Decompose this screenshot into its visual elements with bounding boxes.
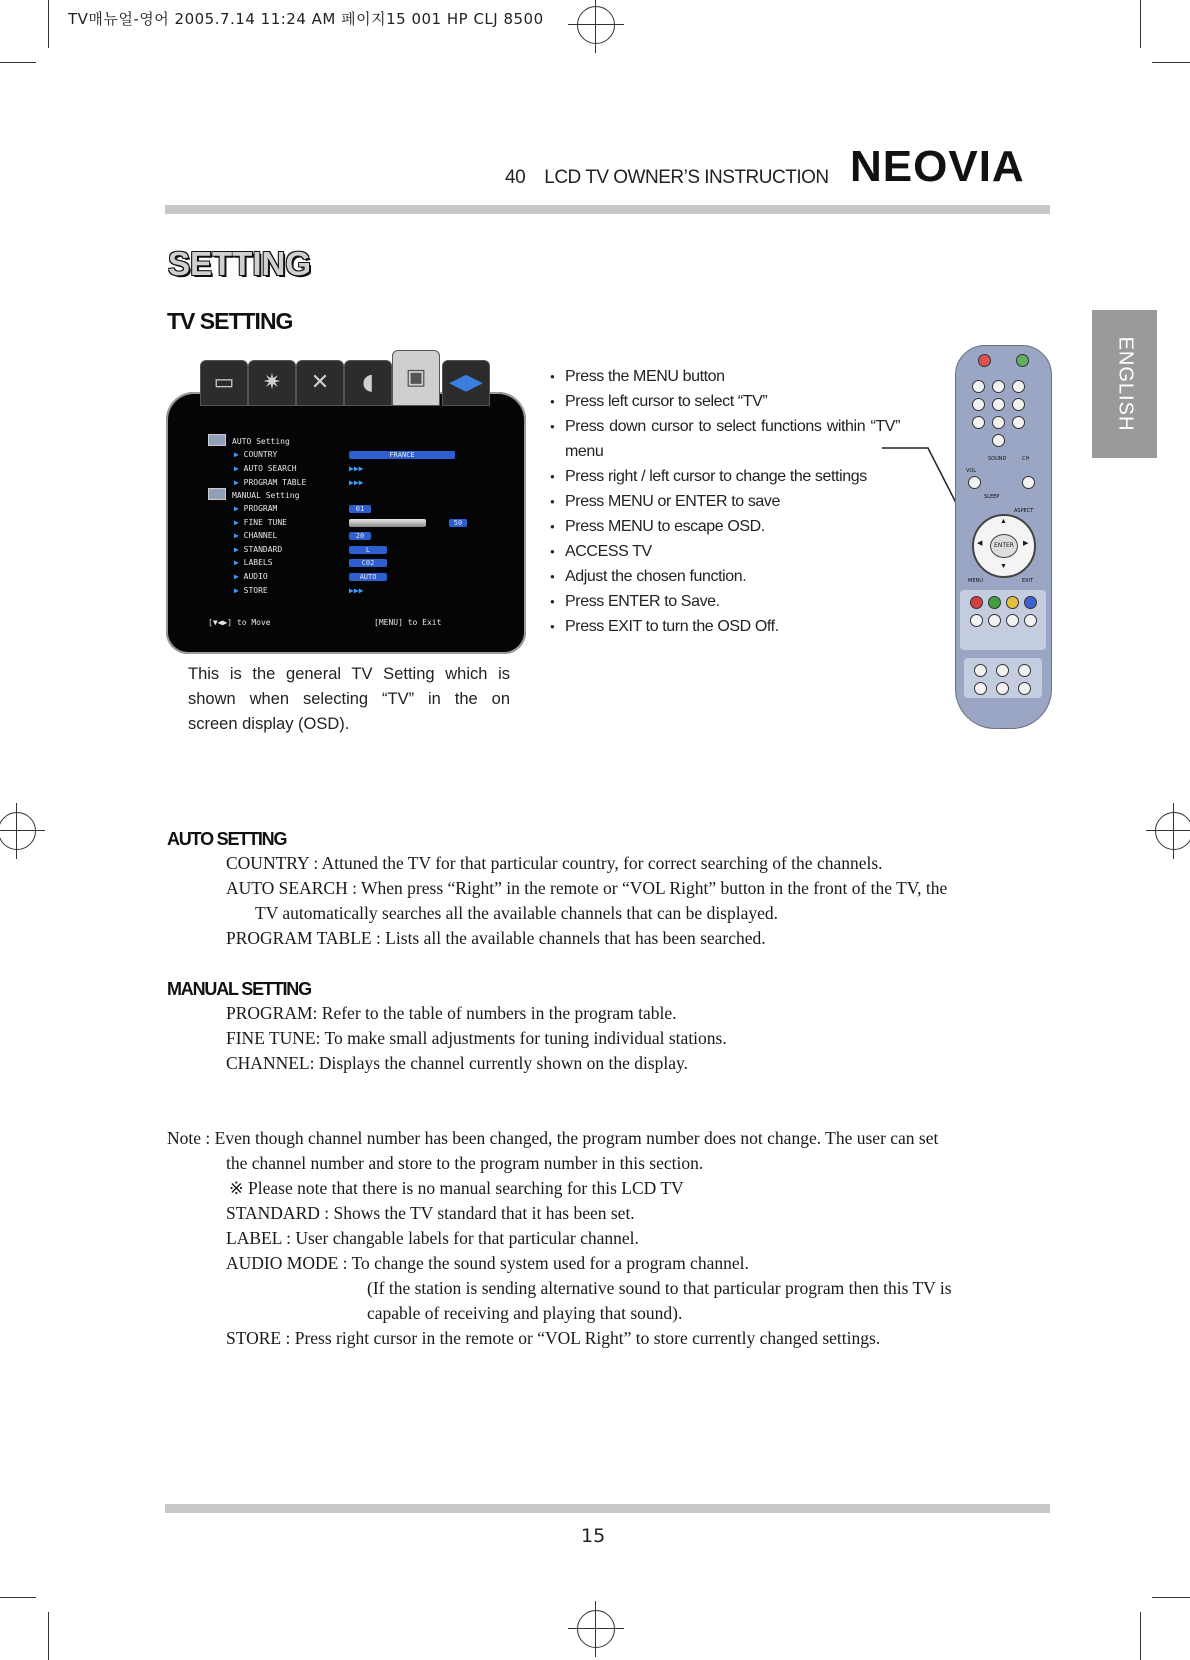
number-button-3 [1012, 380, 1025, 393]
green-button [988, 596, 1001, 609]
step-item: ● Press EXIT to turn the OSD Off. [550, 614, 900, 639]
tv-setting-icon: ▣ [392, 350, 440, 406]
forward-button [1018, 664, 1031, 677]
tv-picture-icon: ▭ [200, 360, 248, 406]
step-item: ● Adjust the chosen function. [550, 564, 900, 589]
osd-value-channel: 20 [349, 532, 371, 540]
caption-line-3: screen display (OSD). [188, 715, 350, 733]
registration-mark-top [577, 6, 615, 44]
osd-value-standard: L [349, 546, 387, 554]
up-arrow-icon: ▲ [1000, 517, 1007, 525]
number-button-2 [992, 380, 1005, 393]
auto-search-text-2: TV automatically searches all the available channels that can be displayed. [255, 903, 779, 923]
caption-line-2: shown when selecting “TV” in the on [188, 690, 510, 708]
enter-button: ENTER [990, 534, 1018, 558]
subsection-title: TV SETTING [167, 308, 293, 334]
pause-button [1018, 682, 1031, 695]
osd-caption [188, 662, 510, 737]
brand-logo: NEOVIA [850, 142, 1025, 191]
function-button-b [988, 614, 1001, 627]
auto-country-text: COUNTRY : Attuned the TV for that particular country, for correct searching of the channels. [226, 853, 883, 873]
osd-row-program: ▶ PROGRAM [234, 504, 278, 513]
osd-row-program-table: ▶ PROGRAM TABLE [234, 478, 307, 487]
header-manual-line [505, 167, 829, 189]
note-label-text: LABEL : User changable labels for that particular channel. [226, 1228, 639, 1248]
note-audio-text-3: capable of receiving and playing that sound). [367, 1303, 683, 1323]
rewind-button [974, 664, 987, 677]
manual-setting-icon [208, 488, 226, 500]
number-button-0 [992, 434, 1005, 447]
osd-row-country: ▶ COUNTRY [234, 450, 278, 459]
osd-tab-row [166, 360, 526, 406]
language-tab [1092, 310, 1157, 458]
note-text-3: ※ Please note that there is no manual searching for this LCD TV [229, 1178, 684, 1198]
auto-search-text-1: AUTO SEARCH : When press “Right” in the remote or “VOL Right” button in the front of the TV, the [226, 878, 948, 898]
osd-fine-tune-bar [349, 519, 426, 527]
osd-value-program: 01 [349, 505, 371, 513]
header-page-label: 40 [505, 167, 526, 188]
osd-row-audio: ▶ AUDIO [234, 572, 268, 581]
manual-setting-heading: MANUAL SETTING [167, 979, 311, 999]
steps-list [550, 364, 900, 639]
right-arrow-icon: ▶ [1023, 539, 1029, 547]
sun-icon: ✷ [248, 360, 296, 406]
step-item: ● Press right / left cursor to change the settings [550, 464, 900, 489]
number-button-4 [972, 398, 985, 411]
left-arrow-icon: ◀ [977, 539, 983, 547]
footer-rule [165, 1504, 1050, 1513]
osd-row-manual-setting: MANUAL Setting [232, 491, 300, 500]
osd-value-audio: AUTO [349, 573, 387, 581]
note-text-1: Note : Even though channel number has been changed, the program number does not change. The user can set [167, 1128, 939, 1148]
page-number: 15 [581, 1525, 606, 1547]
step-item: ● Press MENU to escape OSD. [550, 514, 900, 539]
manual-channel-text: CHANNEL: Displays the channel currently shown on the display. [226, 1053, 689, 1073]
power-icon [978, 354, 991, 367]
down-arrow-icon: ▼ [1000, 562, 1007, 570]
registration-mark-bottom [577, 1610, 615, 1648]
remote-label-menu: MENU [968, 578, 983, 584]
remote-label-exit: EXIT [1022, 578, 1034, 584]
tools-icon: ✕ [296, 360, 344, 406]
osd-value-auto-search: ▶▶▶ [349, 464, 364, 473]
remote-label-ch: CH [1022, 456, 1030, 462]
red-button [970, 596, 983, 609]
play-button [996, 664, 1009, 677]
osd-row-auto-search: ▶ AUTO SEARCH [234, 464, 297, 473]
yellow-button [1006, 596, 1019, 609]
remote-label-vol: VOL [966, 468, 977, 474]
note-text-2: the channel number and store to the program number in this section. [226, 1153, 704, 1173]
osd-row-standard: ▶ STANDARD [234, 545, 283, 554]
osd-value-store: ▶▶▶ [349, 586, 364, 595]
number-button-1 [972, 380, 985, 393]
note-audio-text-2: (If the station is sending alternative sound to that particular program then this TV is [367, 1278, 952, 1298]
manual-program-text: PROGRAM: Refer to the table of numbers in the program table. [226, 1003, 677, 1023]
rec-button [974, 682, 987, 695]
navigation-pad [972, 514, 1036, 578]
step-item: ● ACCESS TV [550, 539, 900, 564]
program-table-text: PROGRAM TABLE : Lists all the available channels that has been searched. [226, 928, 766, 948]
function-button-a [970, 614, 983, 627]
osd-row-fine-tune: ▶ FINE TUNE [234, 518, 287, 527]
number-button-7 [972, 416, 985, 429]
step-item: ● Press the MENU button [550, 364, 900, 389]
registration-mark-right [1155, 812, 1190, 850]
manual-fine-tune-text: FINE TUNE: To make small adjustments for tuning individual stations. [226, 1028, 727, 1048]
header-rule [165, 205, 1050, 214]
step-item: ● Press left cursor to select “TV” [550, 389, 900, 414]
caption-line-1: This is the general TV Setting which is [188, 665, 510, 683]
speaker-icon: ◖ [344, 360, 392, 406]
note-standard-text: STANDARD : Shows the TV standard that it has been set. [226, 1203, 635, 1223]
osd-value-country: FRANCE [349, 451, 455, 459]
step-item: ● Press ENTER to Save. [550, 589, 900, 614]
number-button-9 [1012, 416, 1025, 429]
number-button-6 [1012, 398, 1025, 411]
registration-mark-left [0, 812, 36, 850]
blue-button [1024, 596, 1037, 609]
ch-button [1022, 476, 1035, 489]
osd-footer-exit: [MENU] to Exit [374, 618, 442, 627]
function-button-d [1024, 614, 1037, 627]
note-store-text: STORE : Press right cursor in the remote or “VOL Right” to store currently changed settings. [226, 1328, 881, 1348]
input-icon [1016, 354, 1029, 367]
osd-row-labels: ▶ LABELS [234, 558, 273, 567]
osd-value-labels: C02 [349, 559, 387, 567]
header-manual-title: LCD TV OWNER’S INSTRUCTION [544, 167, 829, 188]
osd-screen [166, 365, 526, 654]
osd-row-channel: ▶ CHANNEL [234, 531, 278, 540]
step-item: ● Press MENU or ENTER to save [550, 489, 900, 514]
section-title: SETTING [168, 245, 312, 282]
osd-value-fine-tune: 50 [449, 519, 467, 527]
number-button-5 [992, 398, 1005, 411]
arrows-icon: ◀▶ [442, 360, 490, 406]
auto-setting-heading: AUTO SETTING [167, 829, 287, 849]
remote-control [955, 345, 1052, 729]
print-slug: TV매뉴얼-영어 2005.7.14 11:24 AM 페이지15 001 HP CLJ 8500 [68, 10, 544, 28]
function-button-c [1006, 614, 1019, 627]
remote-label-sleep: SLEEP [984, 494, 1000, 500]
step-item: ● Press down cursor to select functions within “TV” menu [550, 414, 900, 464]
osd-footer-move: [▼◀▶] to Move [208, 618, 271, 627]
remote-label-aspect: ASPECT [1014, 508, 1034, 514]
osd-row-auto-setting: AUTO Setting [232, 437, 290, 446]
note-audio-text-1: AUDIO MODE : To change the sound system used for a program channel. [226, 1253, 749, 1273]
number-button-8 [992, 416, 1005, 429]
remote-label-sound: SOUND [988, 456, 1007, 462]
auto-setting-icon [208, 434, 226, 446]
osd-row-store: ▶ STORE [234, 586, 268, 595]
osd-value-program-table: ▶▶▶ [349, 478, 364, 487]
vol-button [968, 476, 981, 489]
language-tab-label: ENGLISH [1114, 336, 1136, 432]
stop-button [996, 682, 1009, 695]
